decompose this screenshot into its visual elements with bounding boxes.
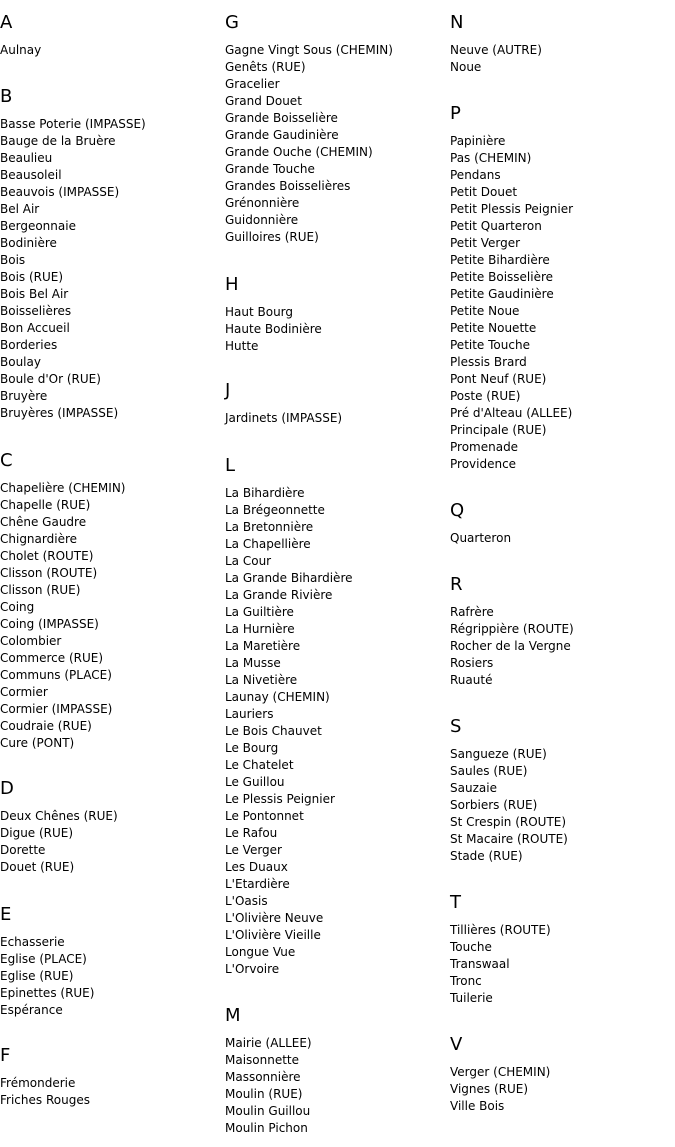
street-name-item: Pendans (450, 168, 501, 182)
street-name-item: Le Rafou (225, 826, 278, 840)
street-name-item: Petit Douet (450, 185, 518, 199)
section-n (450, 12, 542, 74)
street-name-item: Les Duaux (225, 860, 288, 874)
street-name-item: Friches Rouges (0, 1093, 90, 1107)
street-name-item: Bon Accueil (0, 321, 70, 335)
street-name-item: Rocher de la Vergne (450, 639, 571, 653)
section-l (225, 455, 353, 976)
street-list (0, 42, 41, 59)
street-name-item: Pont Neuf (RUE) (450, 372, 547, 386)
street-name-item: Boule d'Or (RUE) (0, 372, 101, 386)
section-letter-heading: V (450, 1034, 463, 1055)
street-name-item: Noue (450, 60, 482, 74)
street-list (450, 1064, 550, 1115)
street-name-item: La Musse (225, 656, 281, 670)
section-h (225, 274, 322, 353)
street-name-item: Grande Touche (225, 162, 315, 176)
street-list (225, 410, 342, 427)
street-name-item: Petite Touche (450, 338, 530, 352)
street-name-item: Genêts (RUE) (225, 60, 306, 74)
section-e (0, 904, 95, 1017)
street-name-item: Grandes Boisselières (225, 179, 351, 193)
street-list (225, 485, 353, 978)
street-name-item: Régrippière (ROUTE) (450, 622, 574, 636)
section-letter-heading: Q (450, 500, 465, 521)
street-name-item: Cormier (IMPASSE) (0, 702, 113, 716)
street-name-item: Bois Bel Air (0, 287, 69, 301)
street-name-item: Epinettes (RUE) (0, 986, 95, 1000)
street-name-item: La Guiltière (225, 605, 294, 619)
street-name-item: Petit Verger (450, 236, 521, 250)
street-list (450, 530, 511, 547)
street-name-item: La Grande Bihardière (225, 571, 353, 585)
street-list (0, 116, 146, 422)
street-name-item: Colombier (0, 634, 62, 648)
street-name-item: Le Bourg (225, 741, 279, 755)
street-name-item: La Bretonnière (225, 520, 314, 534)
street-name-item: Providence (450, 457, 517, 471)
street-name-item: Promenade (450, 440, 519, 454)
street-name-item: Grande Gaudinière (225, 128, 339, 142)
street-name-item: Digue (RUE) (0, 826, 74, 840)
street-name-item: Grand Douet (225, 94, 302, 108)
street-name-item: Neuve (AUTRE) (450, 43, 542, 57)
street-list (0, 808, 118, 876)
street-list (450, 746, 568, 865)
section-letter-heading: T (450, 892, 461, 913)
street-name-item: Quarteron (450, 531, 512, 545)
street-name-item: Stade (RUE) (450, 849, 523, 863)
street-name-item: Moulin (RUE) (225, 1087, 303, 1101)
street-name-item: St Crespin (ROUTE) (450, 815, 567, 829)
street-name-item: Espérance (0, 1003, 63, 1017)
section-letter-heading: N (450, 12, 464, 33)
section-q (450, 500, 512, 545)
section-m (225, 1005, 312, 1135)
section-f (0, 1045, 90, 1107)
street-name-item: Basse Poterie (IMPASSE) (0, 117, 146, 131)
street-name-item: Moulin Guillou (225, 1104, 311, 1118)
street-name-item: Echasserie (0, 935, 65, 949)
street-name-item: Le Pontonnet (225, 809, 304, 823)
street-name-item: La Maretière (225, 639, 301, 653)
section-a (0, 12, 42, 57)
street-name-item: La Hurnière (225, 622, 295, 636)
street-name-item: Petite Noue (450, 304, 520, 318)
street-name-item: Le Guillou (225, 775, 285, 789)
street-name-item: Le Verger (225, 843, 282, 857)
street-name-item: Grande Ouche (CHEMIN) (225, 145, 373, 159)
street-name-item: Beaulieu (0, 151, 53, 165)
section-letter-heading: C (0, 450, 13, 471)
section-letter-heading: J (225, 380, 231, 401)
street-list (450, 42, 542, 76)
street-list (225, 1035, 312, 1137)
street-list (450, 604, 574, 689)
street-name-item: Ville Bois (450, 1099, 505, 1113)
section-letter-heading: M (225, 1005, 241, 1026)
section-s (450, 716, 568, 863)
street-name-item: Plessis Brard (450, 355, 527, 369)
street-name-item: Bois (0, 253, 26, 267)
street-name-item: L'Olivière Neuve (225, 911, 324, 925)
street-name-item: Haut Bourg (225, 305, 294, 319)
street-name-item: Petite Boisselière (450, 270, 554, 284)
section-g (225, 12, 393, 244)
street-name-item: Transwaal (450, 957, 510, 971)
street-name-item: L'Etardière (225, 877, 290, 891)
section-v (450, 1034, 551, 1113)
street-name-item: Gagne Vingt Sous (CHEMIN) (225, 43, 393, 57)
street-name-item: Cormier (0, 685, 48, 699)
street-name-item: Clisson (RUE) (0, 583, 81, 597)
street-name-item: La Chapellière (225, 537, 311, 551)
street-name-item: La Brégeonnette (225, 503, 325, 517)
section-letter-heading: D (0, 778, 14, 799)
street-name-item: Massonnière (225, 1070, 301, 1084)
street-name-item: Principale (RUE) (450, 423, 547, 437)
street-list (450, 922, 551, 1007)
section-letter-heading: B (0, 86, 13, 107)
street-name-item: Verger (CHEMIN) (450, 1065, 551, 1079)
street-name-item: Dorette (0, 843, 46, 857)
street-name-item: Jardinets (IMPASSE) (225, 411, 343, 425)
street-name-item: Hutte (225, 339, 259, 353)
street-name-item: Bruyères (IMPASSE) (0, 406, 119, 420)
street-name-item: Douet (RUE) (0, 860, 75, 874)
section-d (0, 778, 118, 874)
street-name-item: Coing (0, 600, 35, 614)
street-name-item: Beausoleil (0, 168, 62, 182)
street-name-item: Bel Air (0, 202, 40, 216)
street-name-item: Sangueze (RUE) (450, 747, 547, 761)
street-name-item: Petite Bihardière (450, 253, 550, 267)
street-name-item: Sorbiers (RUE) (450, 798, 538, 812)
street-name-item: Vignes (RUE) (450, 1082, 529, 1096)
street-name-item: Coudraie (RUE) (0, 719, 92, 733)
street-name-item: Tronc (450, 974, 482, 988)
street-name-item: Ruauté (450, 673, 493, 687)
street-name-item: Guilloires (RUE) (225, 230, 319, 244)
street-name-item: Le Plessis Peignier (225, 792, 335, 806)
street-name-item: La Cour (225, 554, 272, 568)
street-name-item: Deux Chênes (RUE) (0, 809, 118, 823)
section-c (0, 450, 126, 750)
street-name-item: La Bihardière (225, 486, 305, 500)
section-letter-heading: G (225, 12, 239, 33)
street-name-item: Bauge de la Bruère (0, 134, 116, 148)
street-name-item: Petit Plessis Peignier (450, 202, 574, 216)
street-name-item: St Macaire (ROUTE) (450, 832, 568, 846)
section-letter-heading: S (450, 716, 462, 737)
street-name-item: L'Orvoire (225, 962, 280, 976)
street-name-item: Longue Vue (225, 945, 296, 959)
street-name-item: Grande Boisselière (225, 111, 338, 125)
section-letter-heading: F (0, 1045, 11, 1066)
street-name-item: Cure (PONT) (0, 736, 75, 750)
street-name-item: Rafrère (450, 605, 494, 619)
street-name-item: Saules (RUE) (450, 764, 528, 778)
street-name-item: La Grande Rivière (225, 588, 333, 602)
street-name-item: Chêne Gaudre (0, 515, 87, 529)
street-name-item: Maisonnette (225, 1053, 300, 1067)
section-b (0, 86, 146, 420)
street-list (450, 133, 573, 473)
street-name-item: Bois (RUE) (0, 270, 64, 284)
street-name-item: Petite Nouette (450, 321, 537, 335)
street-name-item: Lauriers (225, 707, 274, 721)
street-name-item: Pré d'Alteau (ALLEE) (450, 406, 573, 420)
street-name-item: Tuilerie (450, 991, 493, 1005)
street-name-item: Bergeonnaie (0, 219, 76, 233)
street-name-item: Chapelière (CHEMIN) (0, 481, 126, 495)
street-list (0, 1075, 90, 1109)
street-name-item: Launay (CHEMIN) (225, 690, 330, 704)
street-name-item: Haute Bodinière (225, 322, 322, 336)
street-name-item: Pas (CHEMIN) (450, 151, 532, 165)
section-t (450, 892, 551, 1005)
section-letter-heading: L (225, 455, 236, 476)
street-name-item: Eglise (RUE) (0, 969, 74, 983)
street-name-item: La Nivetière (225, 673, 298, 687)
street-name-item: Boulay (0, 355, 41, 369)
street-name-item: Chignardière (0, 532, 78, 546)
street-name-item: Mairie (ALLEE) (225, 1036, 312, 1050)
street-name-item: Coing (IMPASSE) (0, 617, 99, 631)
street-name-item: L'Olivière Vieille (225, 928, 321, 942)
section-letter-heading: R (450, 574, 463, 595)
street-name-item: Petite Gaudinière (450, 287, 554, 301)
street-name-item: Eglise (PLACE) (0, 952, 87, 966)
street-name-item: Guidonnière (225, 213, 299, 227)
street-name-item: Tillières (ROUTE) (450, 923, 551, 937)
section-letter-heading: A (0, 12, 13, 33)
street-list (225, 304, 322, 355)
street-name-item: Le Bois Chauvet (225, 724, 322, 738)
street-name-item: Chapelle (RUE) (0, 498, 91, 512)
section-j (225, 380, 343, 425)
section-p (450, 103, 574, 471)
street-name-item: Frémonderie (0, 1076, 76, 1090)
street-name-item: L'Oasis (225, 894, 268, 908)
street-name-item: Cholet (ROUTE) (0, 549, 94, 563)
street-name-item: Clisson (ROUTE) (0, 566, 98, 580)
street-name-item: Moulin Pichon (225, 1121, 308, 1135)
street-name-item: Poste (RUE) (450, 389, 521, 403)
street-name-item: Beauvois (IMPASSE) (0, 185, 120, 199)
street-list (0, 480, 125, 752)
street-name-item: Touche (450, 940, 492, 954)
street-name-item: Bodinière (0, 236, 57, 250)
street-name-item: Rosiers (450, 656, 494, 670)
street-name-item: Gracelier (225, 77, 280, 91)
section-letter-heading: H (225, 274, 239, 295)
street-name-item: Bruyère (0, 389, 48, 403)
street-name-item: Grénonnière (225, 196, 300, 210)
street-name-item: Sauzaie (450, 781, 497, 795)
section-r (450, 574, 574, 687)
street-name-item: Communs (PLACE) (0, 668, 112, 682)
street-name-item: Le Chatelet (225, 758, 294, 772)
street-name-item: Petit Quarteron (450, 219, 542, 233)
street-list (225, 42, 393, 246)
section-letter-heading: P (450, 103, 461, 124)
street-name-item: Aulnay (0, 43, 42, 57)
street-name-item: Boisselières (0, 304, 72, 318)
street-name-item: Papinière (450, 134, 506, 148)
street-name-item: Commerce (RUE) (0, 651, 104, 665)
section-letter-heading: E (0, 904, 12, 925)
street-name-item: Borderies (0, 338, 58, 352)
street-list (0, 934, 94, 1019)
